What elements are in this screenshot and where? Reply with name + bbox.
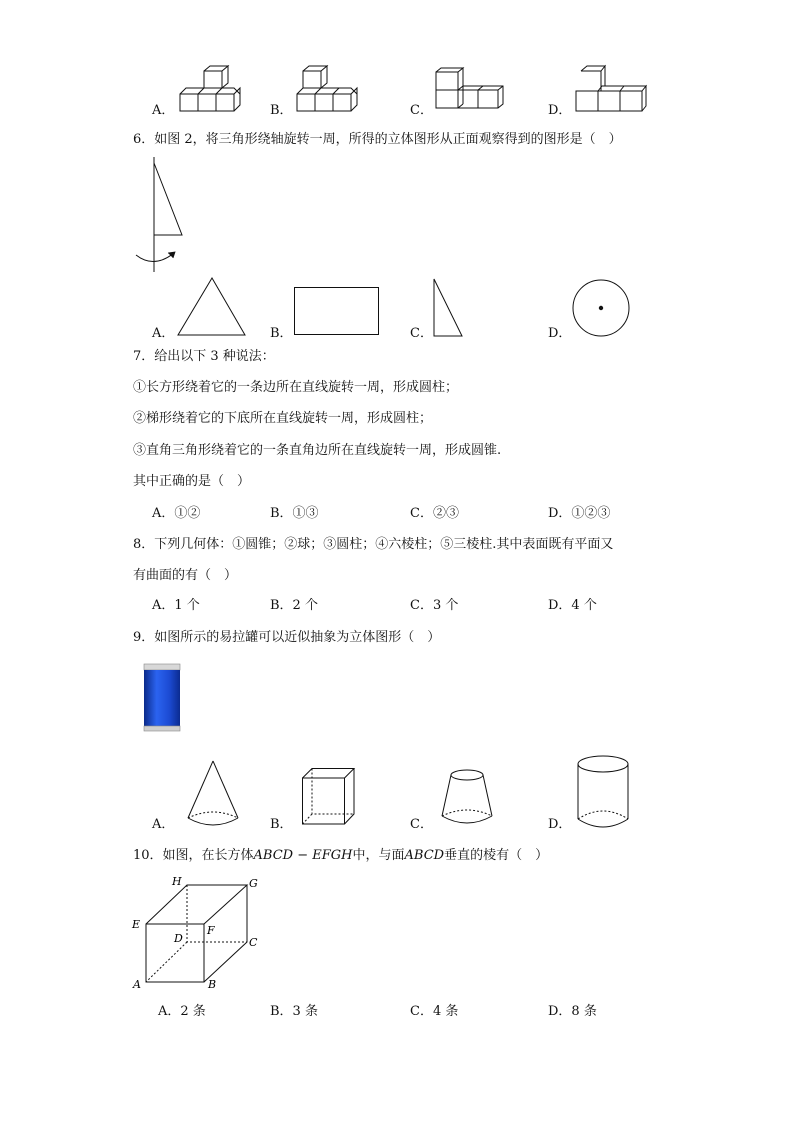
- q6-stem: 6．如图 2，将三角形绕轴旋转一周，所得的立体图形从正面观察得到的图形是（ ）: [133, 132, 622, 147]
- q6-option-c[interactable]: C．: [410, 326, 433, 341]
- q10-label-a: A: [133, 978, 141, 991]
- q10-stem-suffix: 垂直的棱有（ ）: [444, 848, 549, 863]
- q10-label-h: H: [172, 875, 182, 888]
- q6-option-d[interactable]: D．: [548, 326, 572, 341]
- q9-figure-b-cuboid: [302, 768, 356, 826]
- q10-label-e: E: [132, 918, 141, 931]
- q10-option-a[interactable]: A．2 条: [158, 1004, 206, 1019]
- q9-option-c[interactable]: C．: [410, 817, 433, 832]
- q5-figure-a: [180, 66, 245, 112]
- q10-label-g: G: [249, 877, 258, 890]
- q8-option-b[interactable]: B．2 个: [270, 598, 318, 613]
- q6-figure-b-rectangle: [294, 287, 380, 337]
- q10-label-b: B: [208, 978, 217, 991]
- q10-stem-prefix: 10．如图，在长方体: [133, 848, 254, 863]
- q7-option-a[interactable]: A．①②: [152, 506, 201, 521]
- q7-statement-1: ①长方形绕着它的一条边所在直线旋转一周，形成圆柱；: [133, 380, 459, 395]
- q7-option-d[interactable]: D．①②③: [548, 506, 611, 521]
- q10-figure-cuboid: [130, 872, 270, 992]
- q10-stem: [133, 848, 548, 864]
- q7-option-c[interactable]: C．②③: [410, 506, 459, 521]
- q7-stem: 7．给出以下 3 种说法：: [133, 349, 275, 364]
- q10-option-d[interactable]: D．8 条: [548, 1004, 597, 1019]
- q9-figure-d-cylinder: [577, 755, 631, 831]
- q5-figure-b: [297, 66, 362, 112]
- q5-figure-c: [436, 70, 506, 112]
- q9-figure-a-cone: [186, 760, 242, 830]
- q5-option-d[interactable]: D．: [548, 103, 572, 118]
- q6-option-a[interactable]: A．: [152, 326, 175, 341]
- q9-can-image: [144, 664, 180, 732]
- q6-figure-triangle-axis: [130, 157, 190, 277]
- q10-label-d: D: [174, 932, 183, 945]
- q10-label-f: F: [207, 924, 215, 937]
- q6-option-b[interactable]: B．: [270, 326, 293, 341]
- q7-option-b[interactable]: B．①③: [270, 506, 319, 521]
- q6-figure-d-circle: [572, 279, 632, 339]
- q7-statement-3: ③直角三角形绕着它的一条直角边所在直线旋转一周，形成圆锥.: [133, 443, 502, 458]
- q8-option-a[interactable]: A．1 个: [152, 598, 200, 613]
- q9-stem: 9．如图所示的易拉罐可以近似抽象为立体图形（ ）: [133, 630, 441, 645]
- q10-stem-math: ABCD − EFGH: [253, 848, 353, 863]
- q10-option-b[interactable]: B．3 条: [270, 1004, 318, 1019]
- q5-option-a[interactable]: A．: [152, 103, 175, 118]
- q10-label-c: C: [249, 936, 258, 949]
- q10-stem-mid: 中，与面: [352, 848, 405, 863]
- q6-figure-c-right-triangle: [433, 278, 465, 338]
- q8-stem-line1: 8．下列几何体：①圆锥；②球；③圆柱；④六棱柱；⑤三棱柱.其中表面既有平面又: [133, 537, 614, 552]
- q9-option-a[interactable]: A．: [152, 817, 175, 832]
- q7-statement-2: ②梯形绕着它的下底所在直线旋转一周，形成圆柱；: [133, 411, 433, 426]
- q8-option-d[interactable]: D．4 个: [548, 598, 597, 613]
- q5-option-b[interactable]: B．: [270, 103, 293, 118]
- q9-option-d[interactable]: D．: [548, 817, 572, 832]
- q8-stem-line2: 有曲面的有（ ）: [133, 568, 238, 583]
- q5-option-c[interactable]: C．: [410, 103, 433, 118]
- q9-figure-c-frustum: [440, 768, 496, 828]
- q8-option-c[interactable]: C．3 个: [410, 598, 459, 613]
- q10-option-c[interactable]: C．4 条: [410, 1004, 459, 1019]
- q9-option-b[interactable]: B．: [270, 817, 293, 832]
- q5-figure-d: [576, 66, 646, 112]
- q6-figure-a-triangle: [177, 277, 247, 337]
- q7-question: 其中正确的是（ ）: [133, 474, 251, 489]
- q10-stem-math2: ABCD: [404, 848, 445, 863]
